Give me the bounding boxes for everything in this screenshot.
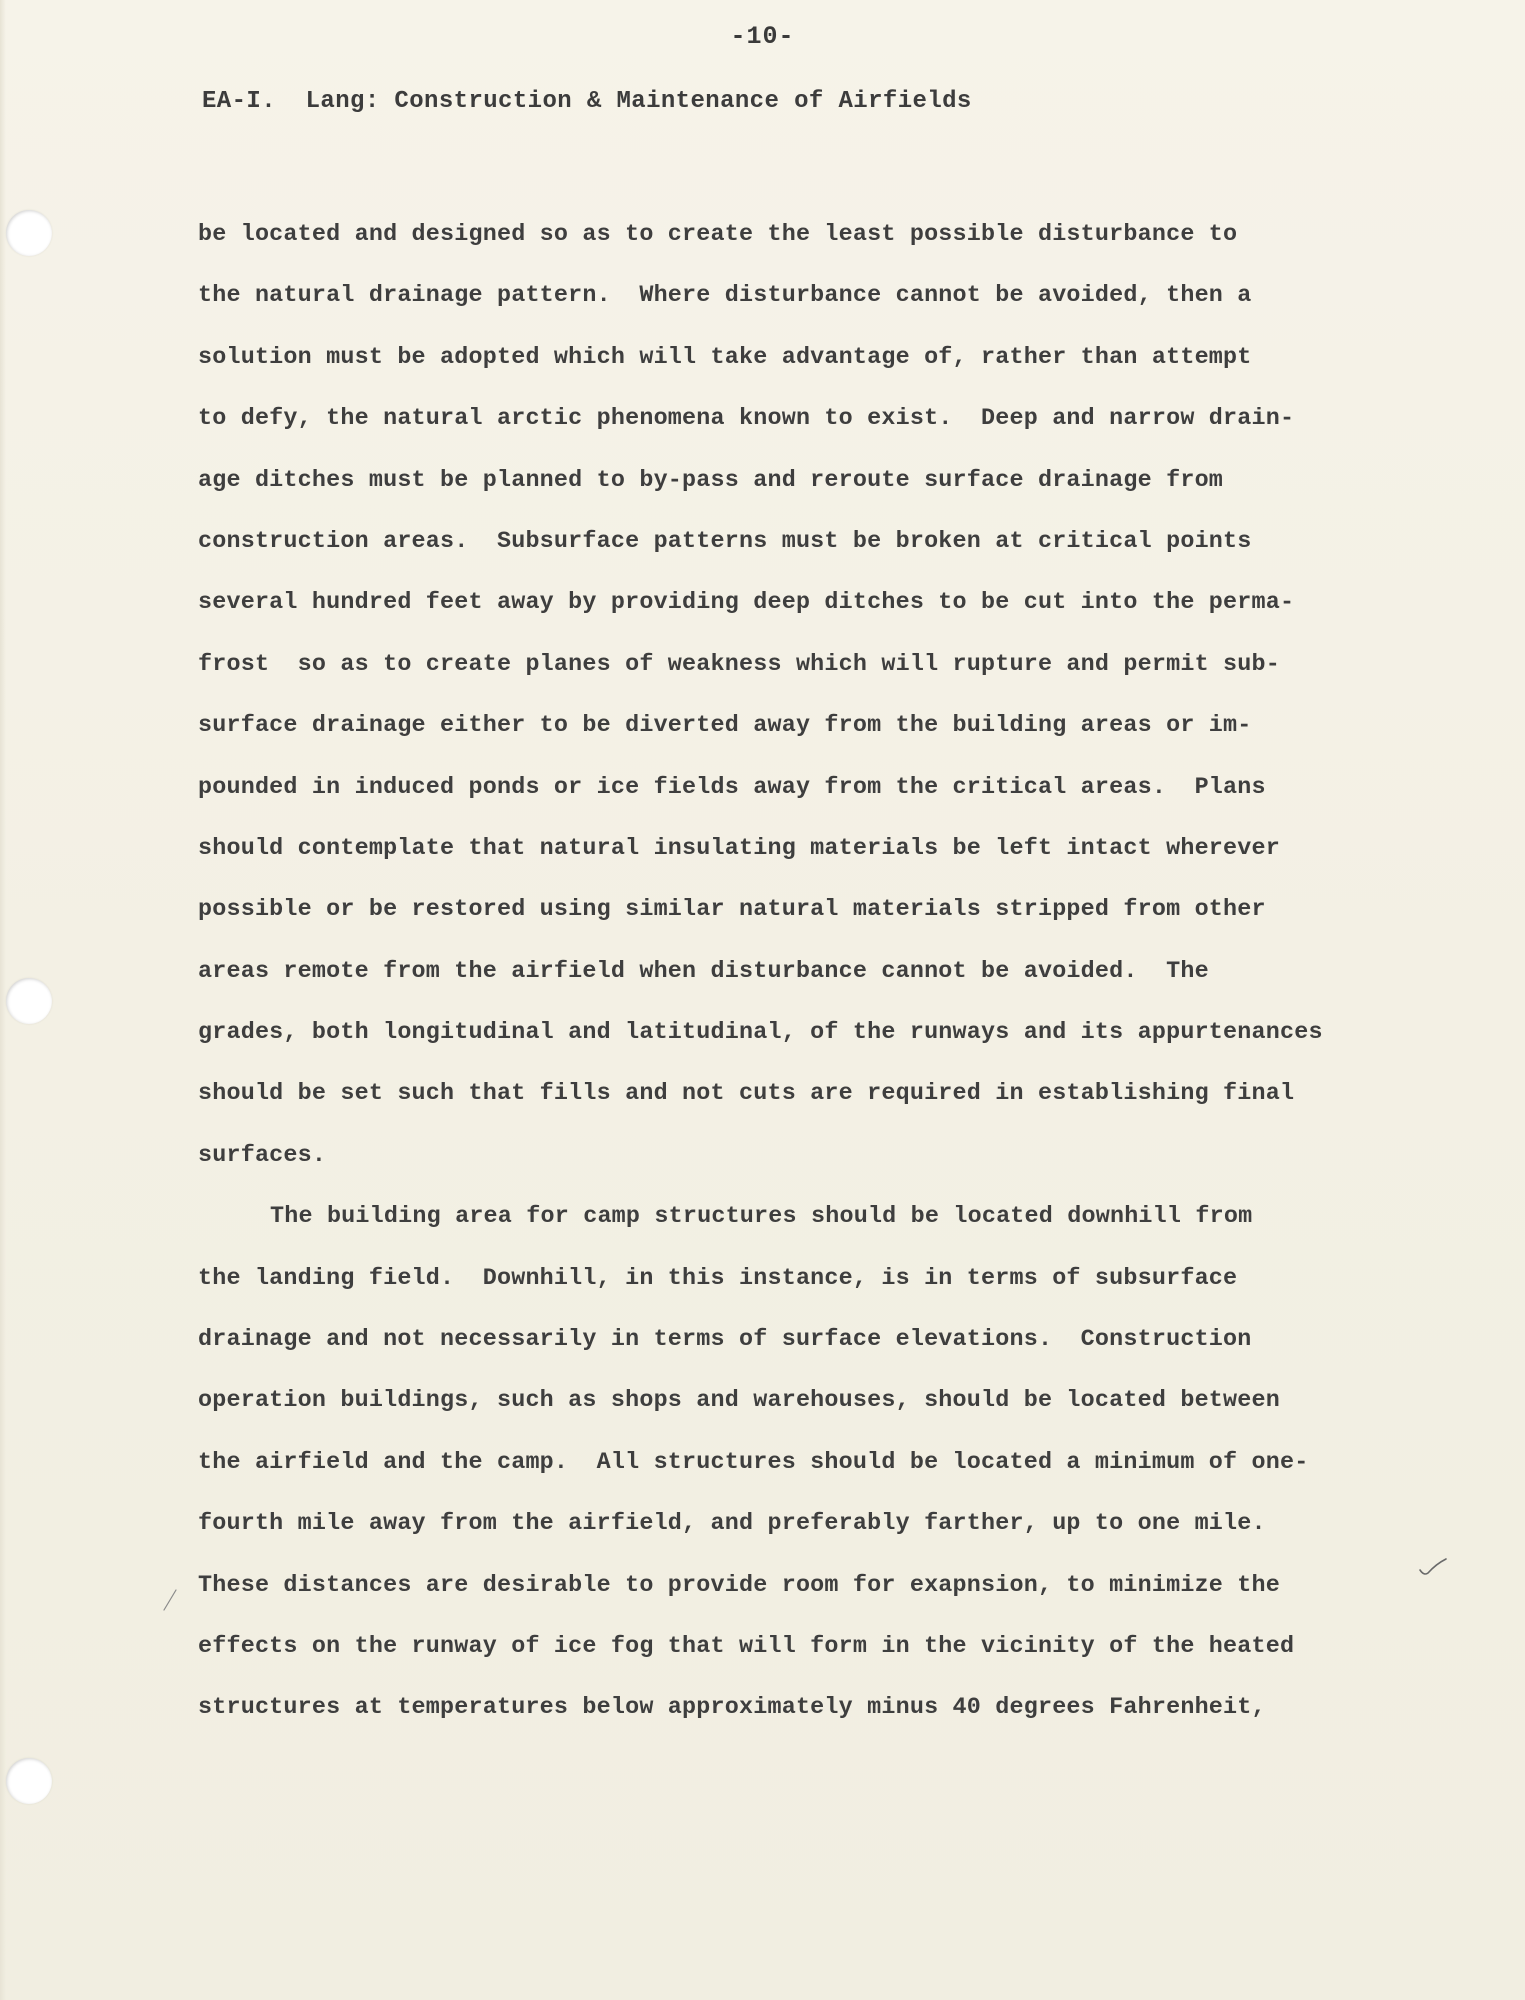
text-line: solution must be adopted which will take advantage of, rather than attempt [198, 344, 1252, 371]
text-line: surfaces. [198, 1142, 327, 1169]
text-line: possible or be restored using similar natural materials stripped from other [198, 897, 1266, 924]
text-line: frost so as to create planes of weakness which will rupture and permit sub- [198, 651, 1280, 678]
text-line: age ditches must be planned to by-pass and reroute surface drainage from [198, 467, 1224, 494]
text-line: the natural drainage pattern. Where disturbance cannot be avoided, then a [198, 283, 1252, 310]
text-line: the landing field. Downhill, in this instance, is in terms of subsurface [198, 1265, 1238, 1292]
text-line: be located and designed so as to create the least possible disturbance to [198, 222, 1238, 248]
margin-check-mark-icon [1418, 1556, 1448, 1578]
text-line: These distances are desirable to provide room for exapnsion, to minimize the [198, 1572, 1280, 1599]
punch-hole-icon [6, 210, 52, 256]
text-line: effects on the runway of ice fog that will form in the vicinity of the heated [198, 1633, 1295, 1660]
text-line: surface drainage either to be diverted away from the building areas or im- [198, 713, 1252, 740]
text-line: fourth mile away from the airfield, and preferably farther, up to one mile. [198, 1511, 1266, 1538]
punch-hole-icon [6, 978, 52, 1024]
margin-tick-mark-icon [160, 1588, 180, 1612]
text-line: drainage and not necessarily in terms of surface elevations. Construction [198, 1327, 1252, 1354]
body-text [198, 205, 1418, 1740]
text-line: several hundred feet away by providing deep ditches to be cut into the perma- [198, 590, 1295, 617]
text-line: pounded in induced ponds or ice fields away from the critical areas. Plans [198, 774, 1266, 801]
text-line: construction areas. Subsurface patterns must be broken at critical points [198, 528, 1252, 555]
paragraph-start-line: The building area for camp structures should be located downhill from [270, 1204, 1253, 1231]
text-line: should be set such that fills and not cuts are required in establishing final [198, 1081, 1295, 1108]
running-header: EA-I. Lang: Construction & Maintenance of Airfields [202, 88, 972, 115]
text-line: structures at temperatures below approximately minus 40 degrees Fahrenheit, [198, 1695, 1266, 1722]
text-line: should contemplate that natural insulating materials be left intact wherever [198, 835, 1280, 862]
punch-hole-icon [6, 1758, 52, 1804]
text-line: areas remote from the airfield when disturbance cannot be avoided. The [198, 958, 1209, 985]
page-number: -10- [730, 22, 795, 51]
text-line: operation buildings, such as shops and warehouses, should be located between [198, 1388, 1280, 1415]
text-line: grades, both longitudinal and latitudinal, of the runways and its appurtenances [198, 1020, 1323, 1047]
text-line: the airfield and the camp. All structures should be located a minimum of one- [198, 1449, 1309, 1476]
text-line: to defy, the natural arctic phenomena known to exist. Deep and narrow drain- [198, 406, 1295, 433]
